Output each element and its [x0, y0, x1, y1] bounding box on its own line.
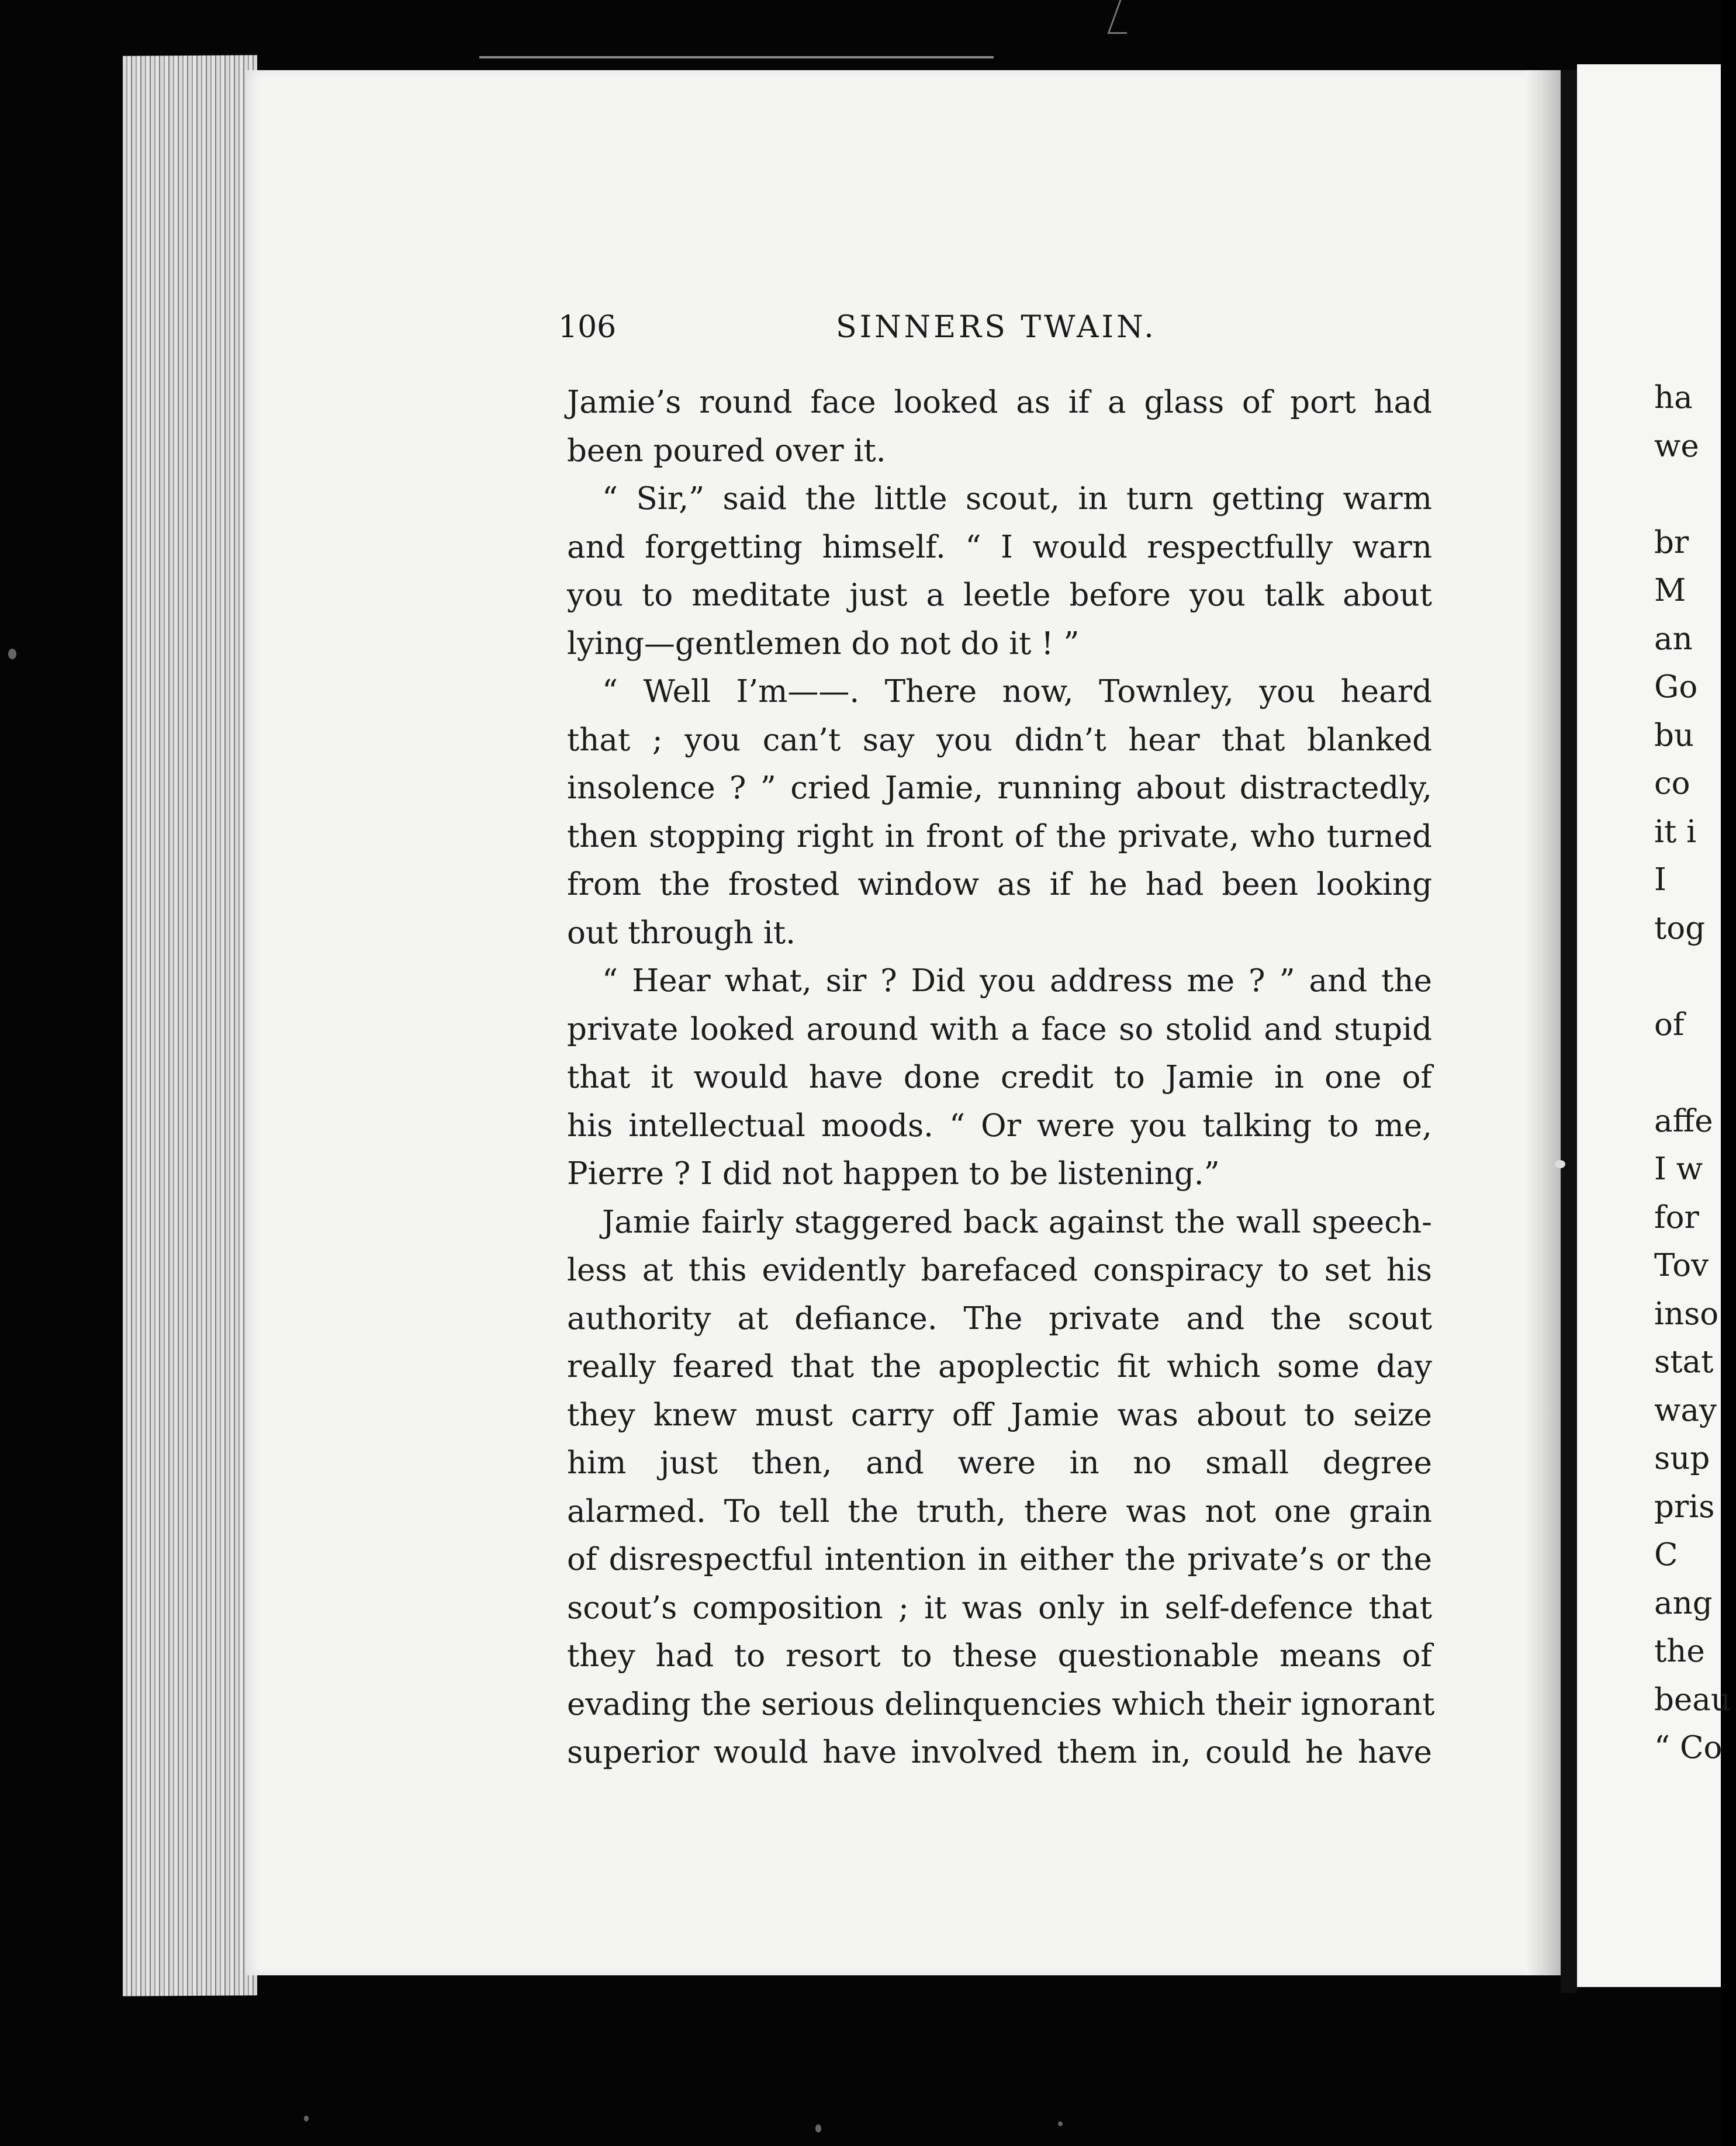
- text-line: that ; you can’t say you didn’t hear that blanked: [567, 722, 1432, 758]
- text-line: authority at defiance. The private and the scout: [567, 1300, 1432, 1337]
- text-line: you to meditate just a leetle before you talk about: [567, 577, 1432, 613]
- right-page-fragment: the: [1654, 1633, 1705, 1669]
- text-line: scout’s composition ; it was only in self-defence that: [567, 1590, 1432, 1626]
- book-fore-edge: [123, 55, 257, 1996]
- text-line: him just then, and were in no small degree: [567, 1445, 1432, 1481]
- text-line: insolence ? ” cried Jamie, running about distractedly,: [567, 770, 1432, 806]
- right-page-fragment: C: [1654, 1537, 1678, 1573]
- right-page-fragment: “ Co: [1654, 1730, 1723, 1766]
- right-page-fragment: Tov: [1654, 1248, 1709, 1283]
- right-page-fragment: bu: [1654, 717, 1694, 753]
- page-number: 106: [558, 310, 617, 345]
- page-header: [558, 310, 1435, 356]
- text-line: superior would have involved them in, could he have: [567, 1735, 1432, 1770]
- text-line: alarmed. To tell the truth, there was not one grain: [567, 1493, 1432, 1529]
- text-line: Jamie’s round face looked as if a glass of port had: [567, 385, 1432, 420]
- right-page-fragment: way: [1654, 1392, 1717, 1428]
- right-page-fragment: [1654, 953, 1736, 1001]
- text-line: of disrespectful intention in either the private’s or the: [567, 1542, 1432, 1577]
- text-line: out through it.: [567, 915, 796, 951]
- text-line: they had to resort to these questionable means of: [567, 1638, 1432, 1674]
- text-line: his intellectual moods. “ Or were you talking to me,: [567, 1107, 1432, 1144]
- right-page-text: [1654, 374, 1736, 1773]
- text-line: “ Sir,” said the little scout, in turn getting warm: [602, 481, 1432, 517]
- text-line: Pierre ? I did not happen to be listening.”: [567, 1156, 1220, 1192]
- text-line: and forgetting himself. “ I would respectfully warn: [567, 529, 1432, 565]
- right-page-fragment: sup: [1654, 1441, 1710, 1476]
- right-page-fragment: beau: [1654, 1681, 1731, 1718]
- right-page-fragment: Go: [1654, 669, 1698, 705]
- text-line: less at this evidently barefaced conspiracy to set his: [567, 1252, 1432, 1288]
- running-title: SINNERS TWAIN.: [836, 310, 1157, 345]
- text-line: they knew must carry off Jamie was about to seize: [567, 1397, 1432, 1433]
- dust-speck: [304, 2116, 309, 2121]
- right-page-fragment: we: [1654, 428, 1699, 464]
- right-page-fragment: it i: [1654, 814, 1697, 850]
- text-line: “ Well I’m——. There now, Townley, you heard: [602, 674, 1432, 709]
- text-line: really feared that the apoplectic fit which some day: [567, 1349, 1432, 1384]
- dust-speck: [1058, 2121, 1063, 2126]
- right-page-fragment: of: [1654, 1006, 1685, 1043]
- right-page-fragment: M: [1654, 573, 1686, 608]
- gutter-shadow: [1561, 70, 1577, 1993]
- right-page-fragment: for: [1654, 1199, 1699, 1235]
- text-line: “ Hear what, sir ? Did you address me ? ” and the: [602, 963, 1432, 999]
- right-page-fragment: [1654, 470, 1736, 519]
- body-text: [567, 379, 1435, 1777]
- dust-speck: [8, 649, 16, 659]
- dust-speck: [1555, 1160, 1565, 1168]
- text-line: that it would have done credit to Jamie in one of: [567, 1060, 1432, 1095]
- text-line: evading the serious delinquencies which their ignorant: [567, 1686, 1435, 1722]
- right-page-fragment: tog: [1654, 910, 1706, 946]
- text-line: then stopping right in front of the private, who turned: [567, 818, 1432, 854]
- text-line: private looked around with a face so stolid and stupid: [567, 1011, 1432, 1047]
- right-page-fragment: pris: [1654, 1489, 1715, 1525]
- book-top-edge: [479, 56, 994, 58]
- dust-speck: [815, 2124, 821, 2133]
- text-line: lying—gentlemen do not do it ! ”: [567, 625, 1080, 662]
- right-page-fragment: I: [1654, 862, 1666, 898]
- right-page-fragment: br: [1654, 524, 1689, 560]
- right-page-fragment: ang: [1654, 1585, 1713, 1621]
- right-page-fragment: stat: [1654, 1344, 1714, 1380]
- right-page-fragment: an: [1654, 621, 1693, 657]
- right-page-fragment: co: [1654, 766, 1690, 801]
- page-gutter: [1526, 70, 1561, 1975]
- text-line: Jamie fairly staggered back against the wall speech-: [602, 1204, 1432, 1240]
- right-page-fragment: inso: [1654, 1296, 1719, 1332]
- right-page-fragment: affe: [1654, 1103, 1713, 1139]
- right-page-fragment: I w: [1654, 1151, 1703, 1187]
- right-page-fragment: ha: [1654, 380, 1693, 416]
- text-line: been poured over it.: [567, 432, 886, 469]
- text-line: from the frosted window as if he had been looking: [567, 867, 1432, 902]
- right-page-fragment: [1654, 1049, 1736, 1098]
